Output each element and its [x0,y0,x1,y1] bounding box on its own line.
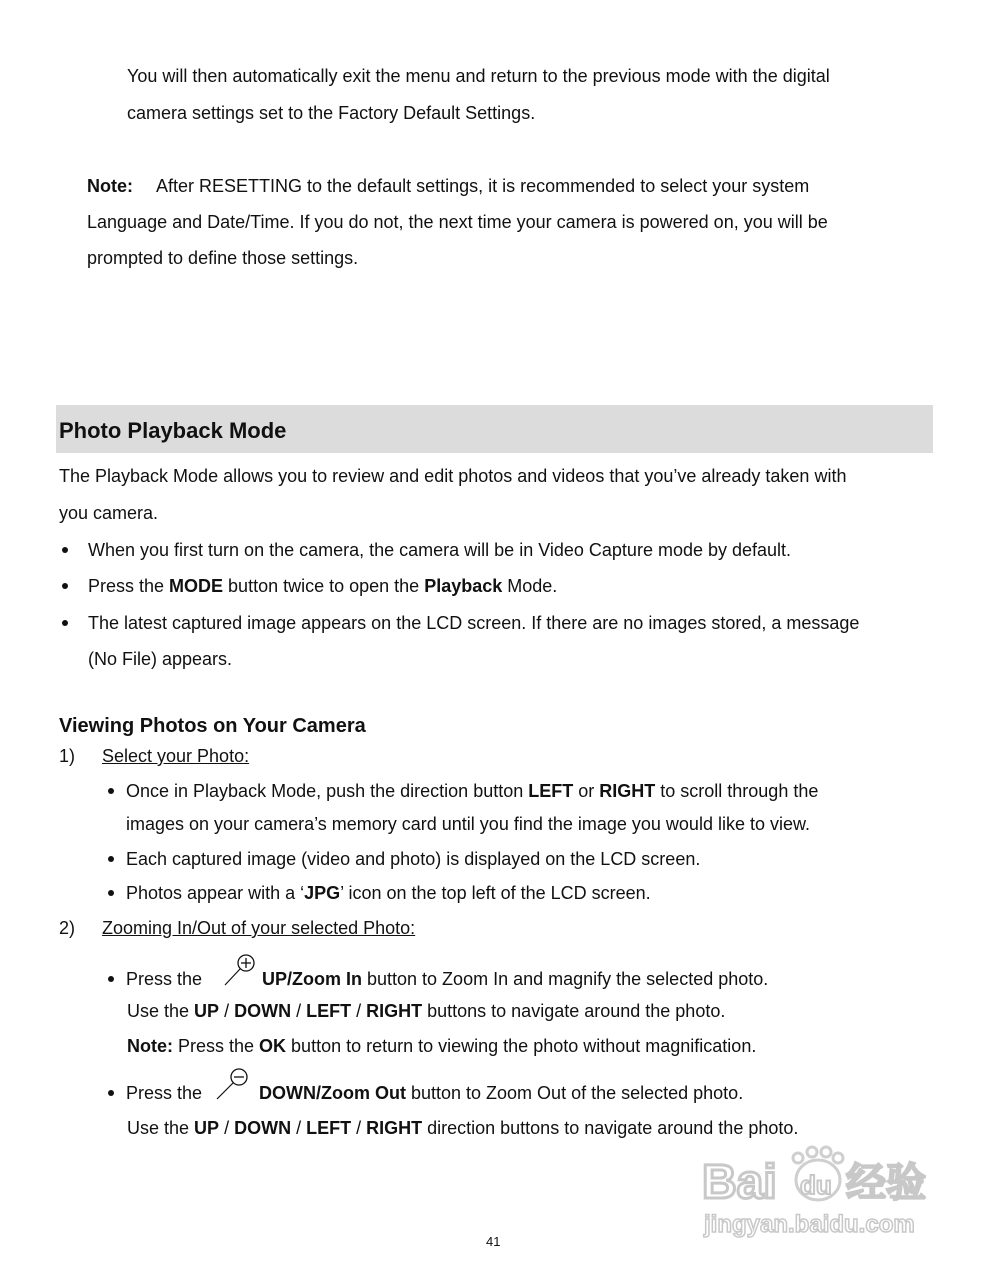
or-word: or [573,781,600,801]
bullet-dot [108,856,114,862]
zoom-in-icon [222,952,260,988]
zoom-out-line [259,1082,743,1104]
step-2-number: 2) [59,918,76,938]
step-1-bullet-3-pre: Photos appear with a ‘ [126,883,305,903]
left-keyword: LEFT [528,781,574,801]
step-1-bullet-3 [126,882,651,904]
jpg-keyword: JPG [304,883,341,903]
svg-text:Bai: Bai [702,1156,777,1209]
bullet-dot [108,976,114,982]
separator: / [351,1118,367,1138]
separator: / [219,1001,235,1021]
up-keyword: UP [194,1118,220,1138]
separator: / [351,1001,367,1021]
down-keyword: DOWN [234,1118,292,1138]
note-line-2: Language and Date/Time. If you do not, the next time your camera is powered on, you will be [87,212,828,232]
bullet-2-pre: Press the [88,576,170,596]
right-keyword: RIGHT [599,781,656,801]
baidu-watermark [700,1140,940,1240]
bullet-2 [88,575,557,597]
zoom-note-label: Note: [127,1036,173,1056]
step-1-bullet-3-post: ’ icon on the top left of the LCD screen. [340,883,651,903]
zoom-out-text: button to Zoom Out of the selected photo. [405,1083,744,1103]
zoom-out-nav-line [127,1117,798,1139]
right-keyword: RIGHT [366,1001,423,1021]
viewing-title: Viewing Photos on Your Camera [59,715,366,737]
step-1-label: Select your Photo: [102,746,250,766]
step-1-bullet-1 [126,780,818,802]
zoom-in-line [262,968,768,990]
step-2-label: Zooming In/Out of your selected Photo: [102,918,416,938]
zoom-note-pre: Press the [173,1036,260,1056]
mode-keyword: MODE [169,576,224,596]
step-1-bullet-1-pre: Once in Playback Mode, push the direction button [126,781,529,801]
zoom-out-press-the: Press the [126,1083,203,1103]
note-line-3: prompted to define those settings. [87,248,359,268]
svg-text:du: du [800,1170,832,1200]
note-text-1: After RESETTING to the default settings, it is recommended to select your system [156,176,810,196]
bullet-2-post: Mode. [502,576,558,596]
bullet-3-line-2: (No File) appears. [88,649,233,669]
zoom-note-post: button to return to viewing the photo without magnification. [286,1036,757,1056]
section-desc-2: you camera. [59,503,159,523]
svg-text:jingyan.baidu.com: jingyan.baidu.com [704,1211,915,1238]
bullet-3-line-1: The latest captured image appears on the LCD screen. If there are no images stored, a message [88,613,860,633]
ok-keyword: OK [259,1036,287,1056]
svg-text:经验: 经验 [846,1160,926,1206]
bullet-dot [108,1090,114,1096]
bullet-1: When you first turn on the camera, the camera will be in Video Capture mode by default. [88,540,792,560]
zoom-in-keyword: UP/Zoom In [262,969,362,989]
down-keyword: DOWN [234,1001,292,1021]
playback-keyword: Playback [424,576,503,596]
zoom-out-icon [214,1066,254,1102]
bullet-dot [108,788,114,794]
bullet-dot [108,890,114,896]
step-1-number: 1) [59,746,76,766]
note-line-1 [87,175,809,197]
separator: / [291,1118,307,1138]
right-keyword: RIGHT [366,1118,423,1138]
intro-line-2: camera settings set to the Factory Default Settings. [127,103,536,123]
zoom-note-line [127,1035,756,1057]
step-1-bullet-1-line-2: images on your camera’s memory card until you find the image you would like to view. [126,814,810,834]
zoom-in-press-the: Press the [126,969,203,989]
separator: / [219,1118,235,1138]
bullet-dot [62,583,68,589]
step-1-bullet-2: Each captured image (video and photo) is displayed on the LCD screen. [126,849,701,869]
bullet-dot [62,547,68,553]
bullet-dot [62,620,68,626]
zoom-in-nav-line [127,1000,725,1022]
step-1-bullet-1-post: to scroll through the [655,781,819,801]
nav-text-1: buttons to navigate around the photo. [422,1001,726,1021]
page-number: 41 [486,1234,501,1249]
zoom-out-keyword: DOWN/Zoom Out [259,1083,406,1103]
up-keyword: UP [194,1001,220,1021]
left-keyword: LEFT [306,1001,352,1021]
left-keyword: LEFT [306,1118,352,1138]
section-desc-1: The Playback Mode allows you to review and edit photos and videos that you’ve already taken with [59,466,847,486]
use-the: Use the [127,1001,195,1021]
section-title: Photo Playback Mode [59,418,287,443]
intro-line-1: You will then automatically exit the menu and return to the previous mode with the digital [127,66,830,86]
use-the: Use the [127,1118,195,1138]
separator: / [291,1001,307,1021]
bullet-2-mid: button twice to open the [223,576,425,596]
zoom-in-text: button to Zoom In and magnify the selected photo. [362,969,769,989]
note-label: Note: [87,176,133,196]
nav-text-2: direction buttons to navigate around the photo. [422,1118,799,1138]
